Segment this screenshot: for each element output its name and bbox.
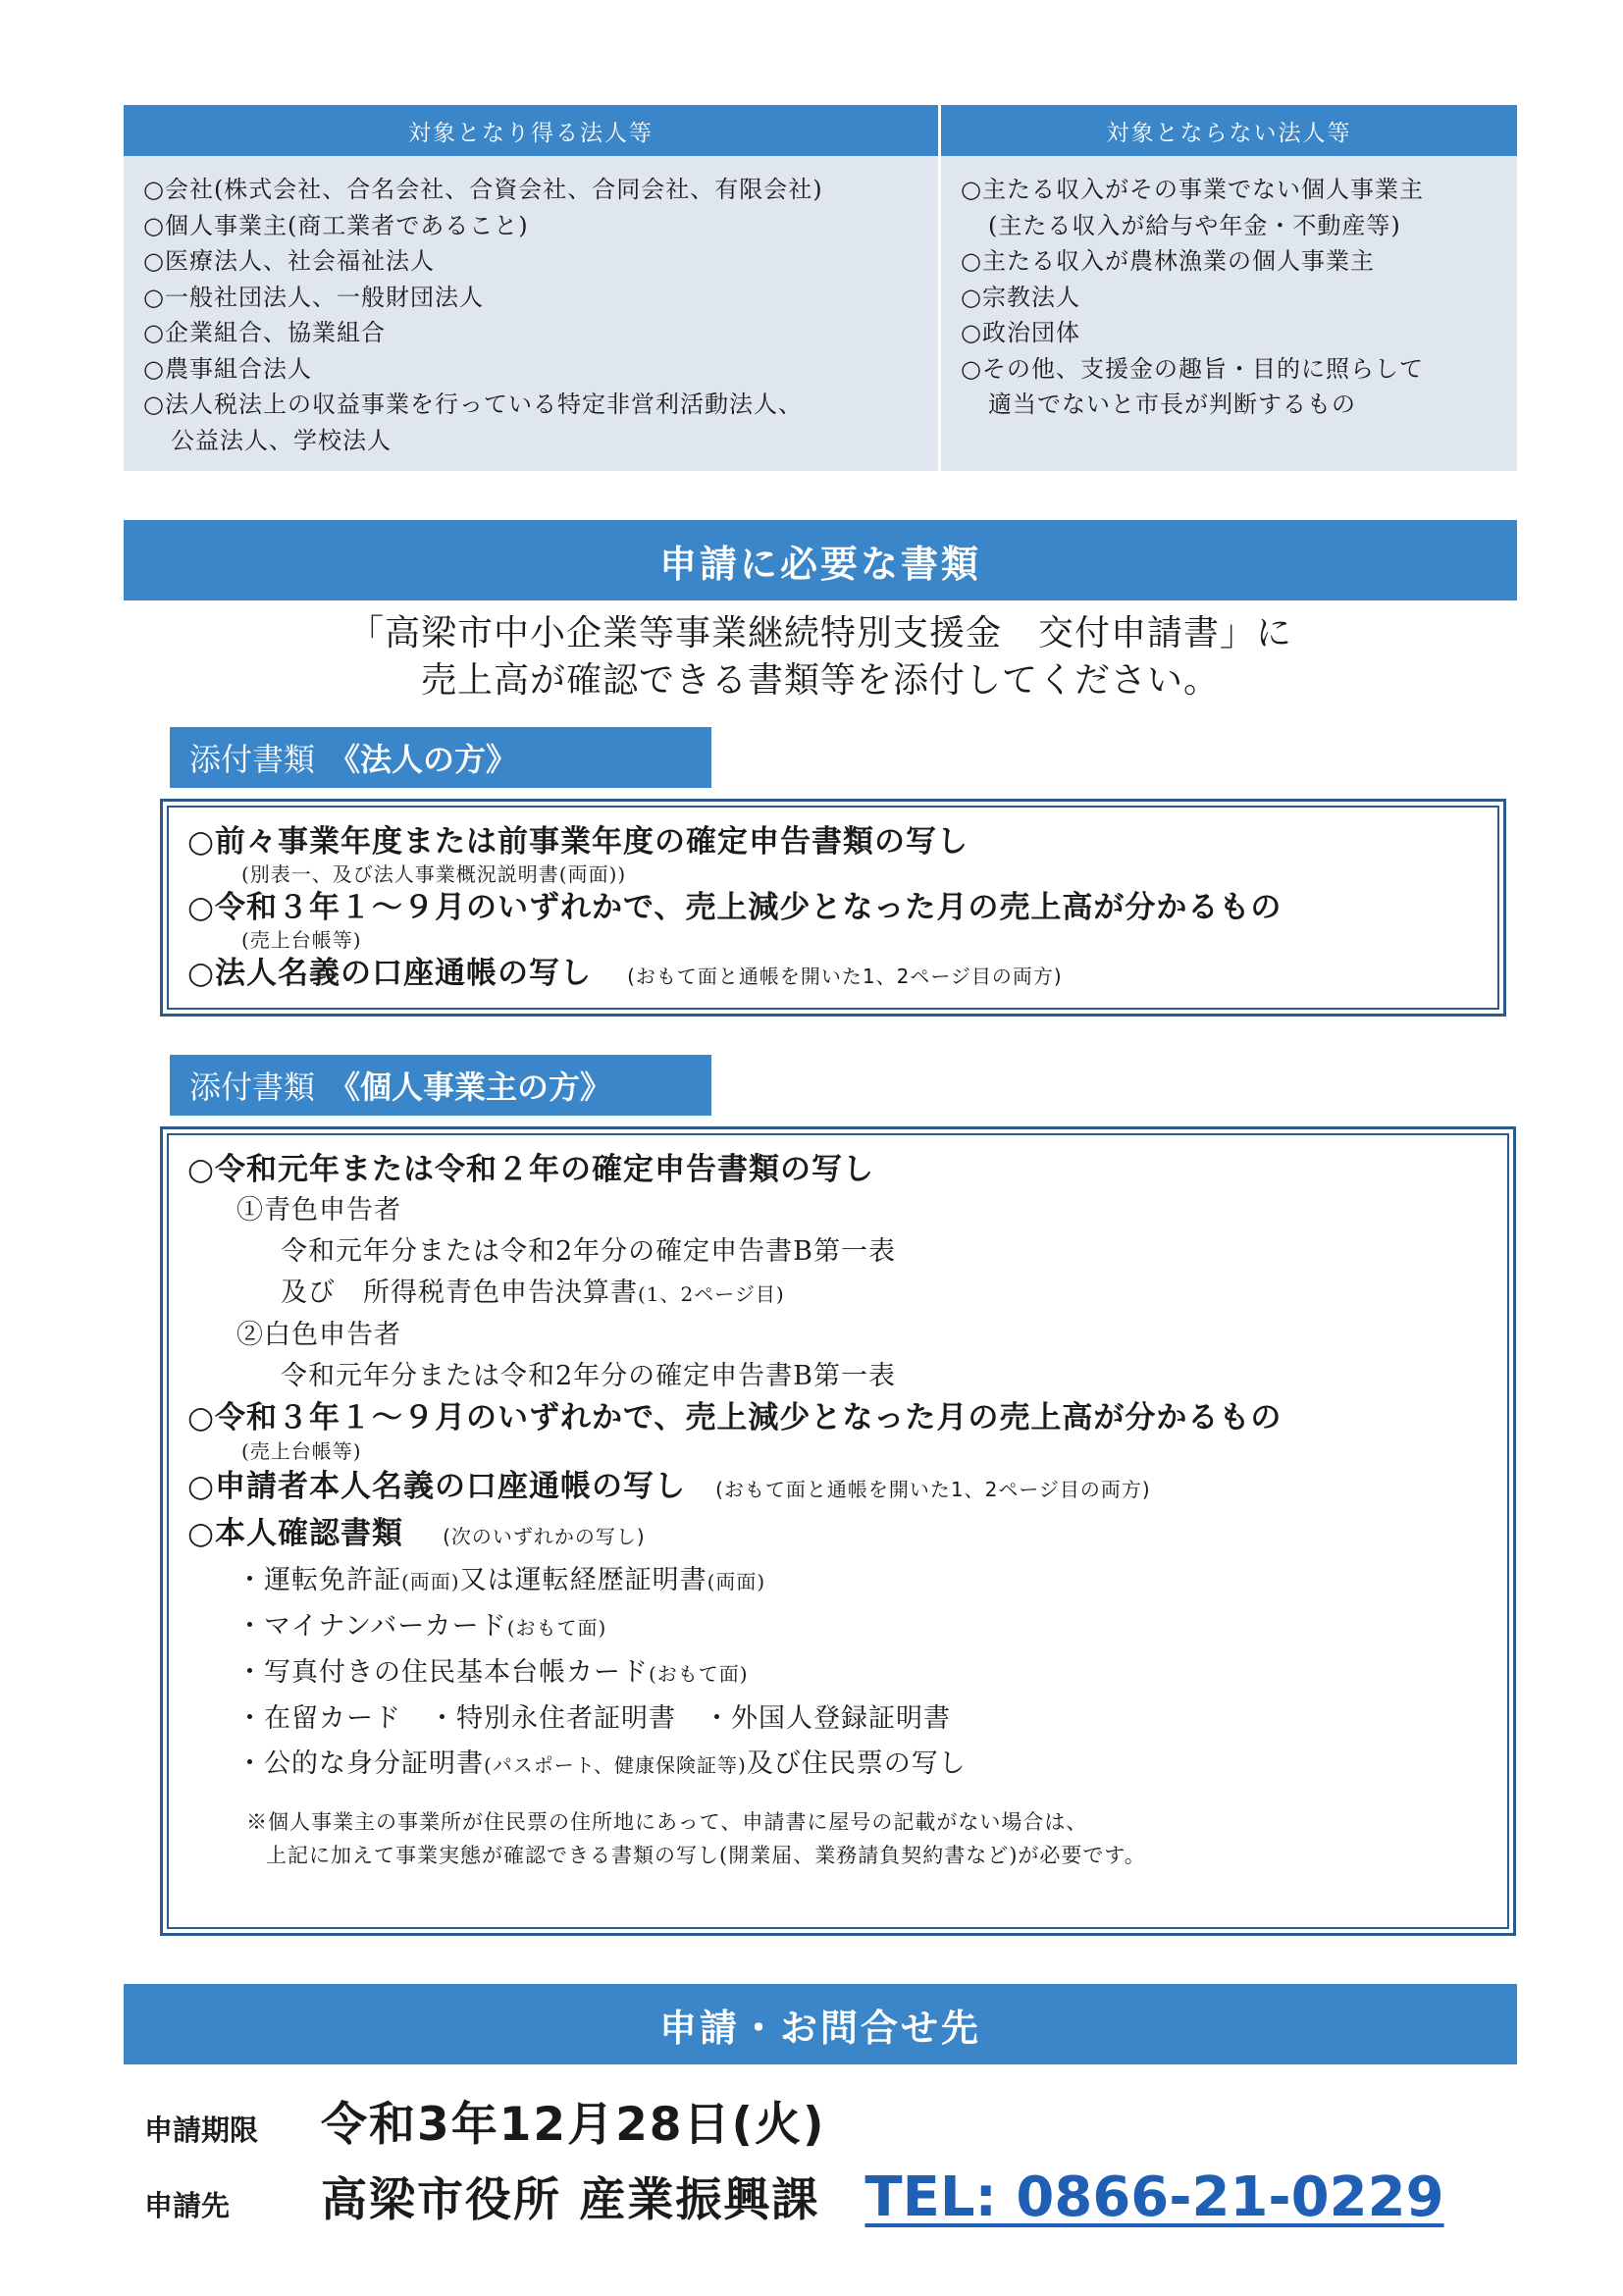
list-item: ○主たる収入が農林漁業の個人事業主 <box>961 247 1375 275</box>
list-item: ○政治団体 <box>961 319 1080 346</box>
sole-footnote: ※個人事業主の事業所が住民票の住所地にあって、申請書に屋号の記載がない場合は、 <box>246 1810 1088 1834</box>
list-item: ○一般社団法人、一般財団法人 <box>143 283 484 311</box>
deadline-label: 申請期限 <box>144 2113 259 2147</box>
sole-requirement-text: ○本人確認書類 <box>187 1516 404 1551</box>
list-item: ○主たる収入がその事業でない個人事業主 <box>961 176 1424 203</box>
list-item: ○その他、支援金の趣旨・目的に照らして <box>961 354 1424 383</box>
list-item-continuation: 公益法人、学校法人 <box>171 426 392 454</box>
id-text: 及び住民票の写し <box>746 1748 967 1779</box>
list-item: ○医療法人、社会福祉法人 <box>143 247 435 275</box>
list-item: ○企業組合、協業組合 <box>143 319 386 346</box>
id-document-item: ・在留カード ・特別永住者証明書 ・外国人登録証明書 <box>236 1703 951 1734</box>
sole-requirement-text: ○申請者本人名義の口座通帳の写し <box>187 1469 687 1504</box>
id-text: ・マイナンバーカード <box>236 1611 507 1642</box>
sole-blue-label: ①青色申告者 <box>236 1195 401 1226</box>
eligibility-table <box>124 105 1517 471</box>
sole-white-line: 令和元年分または令和2年分の確定申告書B第一表 <box>281 1361 897 1391</box>
deadline-value: 令和3年12月28日(火) <box>321 2098 826 2152</box>
tab-title: 《法人の方》 <box>329 741 518 778</box>
sole-proprietor-documents-box <box>160 1126 1516 1936</box>
id-document-item <box>187 1650 1513 1696</box>
id-document-item <box>187 1604 1513 1650</box>
list-item: ○個人事業主(商工業者であること) <box>143 211 529 239</box>
eligible-list <box>124 156 938 458</box>
sole-requirement-note: (次のいずれかの写し) <box>443 1525 646 1548</box>
office-label: 申請先 <box>144 2189 231 2222</box>
corp-requirement-sub: (別表一、及び法人事業概況説明書(両面)) <box>241 862 627 886</box>
list-item: ○宗教法人 <box>961 283 1080 311</box>
tab-sole-proprietor <box>170 1055 711 1116</box>
corp-requirement <box>187 953 1503 997</box>
deadline-row <box>144 2088 825 2154</box>
intro-line: 売上高が確認できる書類等を添付してください。 <box>420 660 1220 701</box>
sole-requirement <box>187 1512 1513 1558</box>
corporate-documents-box <box>160 799 1506 1017</box>
sole-blue-line-main: 及び 所得税青色申告決算書 <box>281 1278 638 1308</box>
sole-white-label: ②白色申告者 <box>236 1320 401 1350</box>
list-item <box>961 387 1517 423</box>
sole-requirement: ○令和３年１～９月のいずれかで、売上減少となった月の売上高が分かるもの <box>187 1400 1283 1435</box>
list-item: ○農事組合法人 <box>143 354 312 383</box>
sole-requirement-sub: (売上台帳等) <box>241 1439 362 1463</box>
eligible-column <box>124 105 941 471</box>
contact-banner: 申請・お問合せ先 <box>124 1984 1517 2064</box>
ineligible-header: 対象とならない法人等 <box>941 105 1517 156</box>
list-item-continuation: 適当でないと市長が判断するもの <box>988 391 1356 418</box>
sole-requirement-note: (おもて面と通帳を開いた1、2ページ目の両方) <box>715 1478 1151 1501</box>
eligible-header: 対象となり得る法人等 <box>124 105 938 156</box>
sole-requirement: ○令和元年または令和２年の確定申告書類の写し <box>187 1152 875 1187</box>
id-document-item <box>187 1742 1513 1788</box>
corp-requirement-text: ○法人名義の口座通帳の写し <box>187 956 593 991</box>
office-value: 高梁市役所 産業振興課 <box>321 2173 820 2227</box>
tab-prefix: 添付書類 <box>189 741 316 778</box>
id-text: ・運転免許証 <box>236 1565 401 1595</box>
list-item <box>961 208 1517 244</box>
corp-requirement: ○令和３年１～９月のいずれかで、売上減少となった月の売上高が分かるもの <box>187 890 1283 925</box>
list-item: ○法人税法上の収益事業を行っている特定非営利活動法人、 <box>143 391 803 418</box>
id-text: ・公的な身分証明書 <box>236 1748 484 1779</box>
sole-requirement <box>187 1464 1513 1512</box>
sole-footnote: 上記に加えて事業実態が確認できる書類の写し(開業届、業務請負契約書など)が必要です。 <box>266 1844 1146 1867</box>
ineligible-list <box>941 156 1517 423</box>
id-text-small: (おもて面) <box>506 1616 607 1640</box>
corp-requirement-note: (おもて面と通帳を開いた1、2ページ目の両方) <box>627 965 1063 988</box>
list-item <box>143 423 938 459</box>
tab-title: 《個人事業主の方》 <box>329 1069 612 1106</box>
id-document-item <box>187 1558 1513 1604</box>
id-text-small: (おもて面) <box>649 1662 749 1686</box>
documents-intro <box>124 610 1517 704</box>
id-text-small: (パスポート、健康保険証等) <box>484 1753 747 1777</box>
sole-blue-line: 令和元年分または令和2年分の確定申告書B第一表 <box>281 1236 897 1267</box>
corp-requirement-sub: (売上台帳等) <box>241 928 362 952</box>
documents-banner: 申請に必要な書類 <box>124 520 1517 600</box>
id-text: 又は運転経歴証明書 <box>459 1565 707 1595</box>
list-item-continuation: (主たる収入が給与や年金・不動産等) <box>988 211 1401 239</box>
id-text-small: (両面) <box>401 1570 460 1593</box>
list-item: ○会社(株式会社、合名会社、合資会社、合同会社、有限会社) <box>143 176 823 203</box>
id-text-small: (両面) <box>707 1570 766 1593</box>
ineligible-column <box>941 105 1517 471</box>
id-text: ・写真付きの住民基本台帳カード <box>236 1657 649 1688</box>
sole-blue-line <box>187 1273 1513 1315</box>
sole-blue-line-small: (1、2ページ目) <box>638 1282 785 1306</box>
phone-number[interactable]: TEL: 0866-21-0229 <box>864 2166 1444 2229</box>
corp-requirement: ○前々事業年度または前事業年度の確定申告書類の写し <box>187 824 969 860</box>
tab-prefix: 添付書類 <box>189 1069 316 1106</box>
tab-corporate <box>170 727 711 788</box>
intro-line: 「高梁市中小企業等事業継続特別支援金 交付申請書」に <box>347 613 1292 653</box>
office-row <box>144 2164 1444 2229</box>
